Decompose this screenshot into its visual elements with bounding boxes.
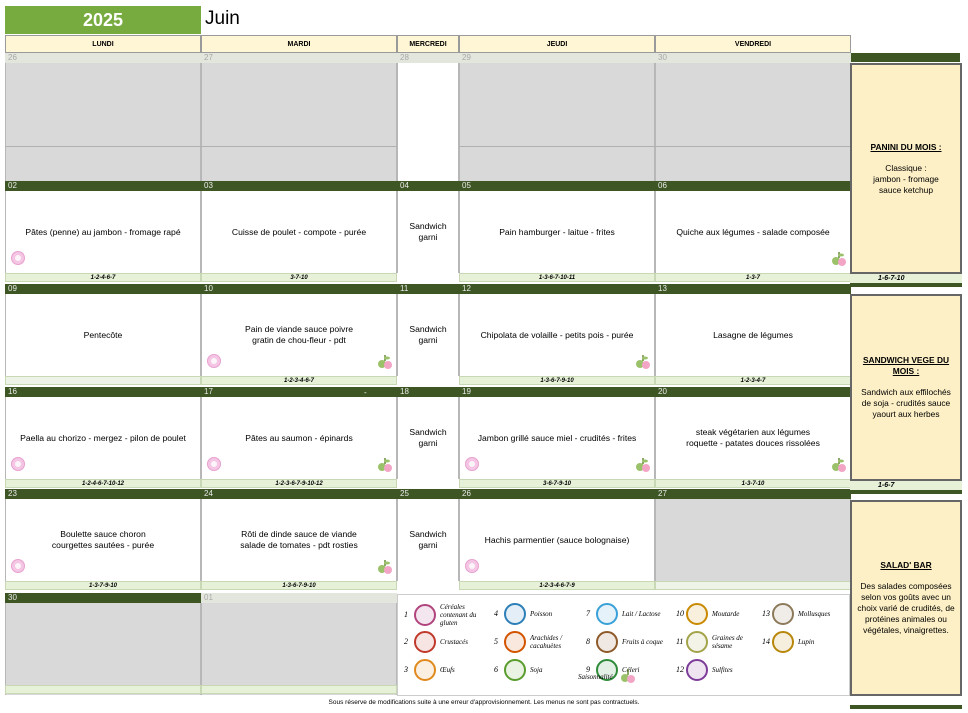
allergen-legend <box>397 594 850 696</box>
legend-number: 5 <box>494 637 498 646</box>
meal-cell <box>5 63 201 182</box>
meal-cell <box>655 499 851 581</box>
seasonal-fruit-icon <box>634 456 652 474</box>
legend-number: 10 <box>676 609 684 618</box>
legend-label: Moutarde <box>712 610 740 618</box>
meal-text: Pâtes (penne) au jambon - fromage rapé <box>25 226 181 237</box>
meal-text: Jambon grillé sauce miel - crudités - frites <box>477 432 637 443</box>
allergen-code: 1-2-3-4-6-7 <box>201 376 397 385</box>
flower-allergy-icon <box>207 354 221 368</box>
allergen-code: 1-3-7 <box>655 273 851 282</box>
legend-number: 13 <box>762 609 770 618</box>
date-label-27: 27 <box>201 53 397 63</box>
wednesday-cell[interactable] <box>397 499 459 581</box>
allergen-code: 1-3-7-10 <box>655 479 851 488</box>
date-label-30: 30 <box>655 53 851 63</box>
legend-number: 4 <box>494 609 498 618</box>
legend-number: 8 <box>586 637 590 646</box>
meal-cell[interactable] <box>655 397 851 479</box>
sidebar-box-2 <box>850 294 962 481</box>
legend-item <box>676 603 739 625</box>
meal-cell[interactable] <box>5 397 201 479</box>
flower-allergy-icon <box>11 251 25 265</box>
date-label-06: 06 <box>655 181 851 191</box>
wednesday-cell[interactable] <box>397 397 459 479</box>
allergen-code: 3-6-7-9-10 <box>459 479 655 488</box>
month-title: Juin <box>205 8 240 29</box>
legend-label: Graines de sésame <box>712 634 743 650</box>
meal-text: Chipolata de volaille - petits pois - purée <box>480 329 634 340</box>
allergen-code: 1-2-3-4-7 <box>655 376 851 385</box>
fish-icon <box>504 603 526 625</box>
meal-text: Cuisse de poulet - compote - purée <box>231 226 367 237</box>
legend-item <box>494 659 542 681</box>
soy-icon <box>504 659 526 681</box>
date-label-25: 25 <box>397 489 459 499</box>
meal-text: Sandwich garni <box>409 324 447 345</box>
sidebar-title: PANINI DU MOIS : <box>870 141 942 152</box>
sidebar-code: 1-6-7 <box>850 481 962 490</box>
seasonal-fruit-icon <box>376 456 394 474</box>
date-label-02: 02 <box>5 181 201 191</box>
meal-text: Sandwich garni <box>409 427 447 448</box>
legend-number: 1 <box>404 610 408 619</box>
empty-cell-divider <box>655 146 851 147</box>
allergen-code: 1-3-6-7-9-10 <box>201 581 397 590</box>
flower-allergy-icon <box>11 559 25 573</box>
legend-label: Lait / Lactose <box>622 610 661 618</box>
wednesday-cell[interactable] <box>397 191 459 273</box>
meal-cell <box>655 63 851 182</box>
sidebar-separator <box>850 490 962 494</box>
legend-item <box>676 631 758 653</box>
egg-icon <box>414 659 436 681</box>
lupin-icon <box>772 631 794 653</box>
legend-item <box>676 659 733 681</box>
meal-cell <box>5 603 201 695</box>
date-label-18: 18 <box>397 387 459 397</box>
legend-item <box>586 631 663 653</box>
flower-allergy-icon <box>11 457 25 471</box>
allergen-code: 1-3-6-7-9-10 <box>459 376 655 385</box>
date-label-17: 17 <box>201 387 397 397</box>
peanut-icon <box>504 631 526 653</box>
flower-allergy-icon <box>465 457 479 471</box>
tuesday-dash-mark: - <box>364 388 367 397</box>
date-label-04: 04 <box>397 181 459 191</box>
allergen-code <box>655 581 851 590</box>
meal-cell[interactable] <box>459 499 655 581</box>
meal-text: Pâtes au saumon - épinards <box>245 432 353 443</box>
meal-cell <box>459 63 655 182</box>
grapes-icon <box>686 659 708 681</box>
legend-number: 9 <box>586 665 590 674</box>
legend-item <box>404 603 486 627</box>
legend-label: Lupin <box>798 638 815 646</box>
date-label-28: 28 <box>397 53 459 63</box>
meal-cell <box>201 603 397 695</box>
date-label-16: 16 <box>5 387 201 397</box>
date-label-27: 27 <box>655 489 851 499</box>
date-label-26: 26 <box>459 489 655 499</box>
legend-item <box>404 631 468 653</box>
meal-text: Quiche aux légumes - salade composée <box>676 226 830 237</box>
meal-cell[interactable] <box>201 499 397 581</box>
legend-number: 12 <box>676 665 684 674</box>
allergen-code: 1-3-6-7-10-11 <box>459 273 655 282</box>
meal-text: Pain hamburger - laitue - frites <box>499 226 615 237</box>
mustard-icon <box>686 603 708 625</box>
legend-item <box>494 603 552 625</box>
snail-icon <box>772 603 794 625</box>
legend-number: 2 <box>404 637 408 646</box>
legend-label: Céréales contenant du gluten <box>440 603 477 627</box>
legend-item <box>586 603 661 625</box>
legend-label: Arachides / cacahuètes <box>530 634 563 650</box>
sidebar-body: Des salades composées selon vos goûts avec un choix varié de crudités, de protéines animales ou végétales, vinaigrettes. <box>857 581 955 635</box>
date-label-19: 19 <box>459 387 655 397</box>
meal-cell[interactable] <box>5 499 201 581</box>
sidebar-title: SANDWICH VEGE DU MOIS : <box>862 355 950 376</box>
sidebar-code: 1-6-7-10 <box>850 274 962 283</box>
seasonal-fruit-icon <box>376 353 394 371</box>
seasonal-fruit-icon <box>830 250 848 268</box>
date-label-20: 20 <box>655 387 851 397</box>
meal-cell[interactable] <box>201 191 397 273</box>
sidebar-separator <box>850 283 962 287</box>
legend-item <box>494 631 576 653</box>
meal-cell[interactable] <box>655 294 851 376</box>
empty-cell-divider <box>459 146 655 147</box>
sidebar-body: Classique : jambon - fromage sauce ketchup <box>873 162 939 195</box>
legend-number: 14 <box>762 637 770 646</box>
legend-item <box>762 603 830 625</box>
meal-cell[interactable] <box>201 294 397 376</box>
legend-number: 3 <box>404 665 408 674</box>
sidebar-box-1 <box>850 63 962 274</box>
meal-text: Pain de viande sauce poivre gratin de chou-fleur - pdt <box>245 324 353 345</box>
meal-cell[interactable] <box>459 191 655 273</box>
seasonal-fruit-icon <box>619 667 637 687</box>
legend-label: Œufs <box>440 666 455 674</box>
milk-icon <box>596 603 618 625</box>
date-label-29: 29 <box>459 53 655 63</box>
legend-item <box>762 631 814 653</box>
sidebar-box-3 <box>850 500 962 696</box>
date-label-24: 24 <box>201 489 397 499</box>
allergen-code: 1-2-4-6-7 <box>5 273 201 282</box>
legend-label: Fruits à coque <box>622 638 663 646</box>
flower-allergy-icon <box>465 559 479 573</box>
allergen-code <box>5 376 201 385</box>
date-label-05: 05 <box>459 181 655 191</box>
meal-cell[interactable] <box>201 397 397 479</box>
legend-seasonality <box>578 667 637 687</box>
nut-icon <box>596 631 618 653</box>
date-label-30: 30 <box>5 593 201 603</box>
bottom-bar <box>5 685 201 694</box>
wheat-icon <box>414 604 436 626</box>
footer-disclaimer: Sous réserve de modifications suite à une erreur d'approvisionnement. Les menus ne sont pas contractuels. <box>328 699 640 706</box>
date-label-26: 26 <box>5 53 201 63</box>
empty-cell-divider <box>5 146 201 147</box>
allergen-code: 1-2-3-6-7-9-10-12 <box>201 479 397 488</box>
day-header-lundi: LUNDI <box>5 35 201 53</box>
seasonal-fruit-icon <box>830 456 848 474</box>
legend-label: Crustacés <box>440 638 468 646</box>
seasonal-fruit-icon <box>634 353 652 371</box>
legend-label: Poisson <box>530 610 553 618</box>
sesame-icon <box>686 631 708 653</box>
date-label-11: 11 <box>397 284 459 294</box>
sidebar-title: SALAD' BAR <box>880 560 932 570</box>
legend-item <box>404 659 455 681</box>
allergen-code: 1-2-4-6-7-10-12 <box>5 479 201 488</box>
allergen-code: 1-3-7-9-10 <box>5 581 201 590</box>
wednesday-cell <box>397 63 459 182</box>
date-label-12: 12 <box>459 284 655 294</box>
crab-icon <box>414 631 436 653</box>
date-label-10: 10 <box>201 284 397 294</box>
legend-label: Soja <box>530 666 543 674</box>
meal-text: Lasagne de légumes <box>713 329 793 340</box>
flower-allergy-icon <box>207 457 221 471</box>
day-header-vendredi: VENDREDI <box>655 35 851 53</box>
empty-cell-divider <box>201 146 397 147</box>
meal-cell <box>201 63 397 182</box>
meal-text: Rôti de dinde sauce de viande salade de tomates - pdt rosties <box>240 529 358 550</box>
meal-text: Hachis parmentier (sauce bolognaise) <box>484 534 630 545</box>
legend-label: Sulfites <box>712 666 733 674</box>
meal-text: Boulette sauce choron courgettes sautées - purée <box>51 529 155 550</box>
date-label-01: 01 <box>201 593 397 603</box>
seasonality-label: Saisonnalité <box>578 673 613 681</box>
legend-number: 6 <box>494 665 498 674</box>
allergen-code: 3-7-10 <box>201 273 397 282</box>
sidebar-body: Sandwich aux effilochés de soja - crudités sauce yaourt aux herbes <box>861 387 951 419</box>
meal-cell[interactable] <box>459 294 655 376</box>
date-label-09: 09 <box>5 284 201 294</box>
wednesday-cell[interactable] <box>397 294 459 376</box>
date-label-13: 13 <box>655 284 851 294</box>
year-banner: 2025 <box>5 6 201 34</box>
bottom-bar <box>201 685 397 694</box>
date-label-03: 03 <box>201 181 397 191</box>
legend-label: Mollusques <box>798 610 831 618</box>
meal-cell[interactable] <box>655 191 851 273</box>
meal-text: steak végétarien aux légumes roquette - patates douces rissolées <box>686 427 820 448</box>
day-header-mardi: MARDI <box>201 35 397 53</box>
meal-text: Sandwich garni <box>409 529 447 550</box>
meal-cell[interactable] <box>459 397 655 479</box>
meal-text: Sandwich garni <box>409 221 447 242</box>
legend-number: 7 <box>586 609 590 618</box>
sidebar-top-bar <box>850 53 960 62</box>
legend-number: 11 <box>676 637 684 646</box>
meal-cell[interactable] <box>5 294 201 376</box>
legend-label: Céleri <box>622 666 640 674</box>
meal-text: Pentecôte <box>83 329 123 340</box>
date-label-23: 23 <box>5 489 201 499</box>
meal-text: Paella au chorizo - mergez - pilon de poulet <box>20 432 186 443</box>
seasonal-fruit-icon <box>376 558 394 576</box>
day-header-mercredi: MERCREDI <box>397 35 459 53</box>
day-header-jeudi: JEUDI <box>459 35 655 53</box>
allergen-code: 1-2-3-4-6-7-9 <box>459 581 655 590</box>
meal-cell[interactable] <box>5 191 201 273</box>
